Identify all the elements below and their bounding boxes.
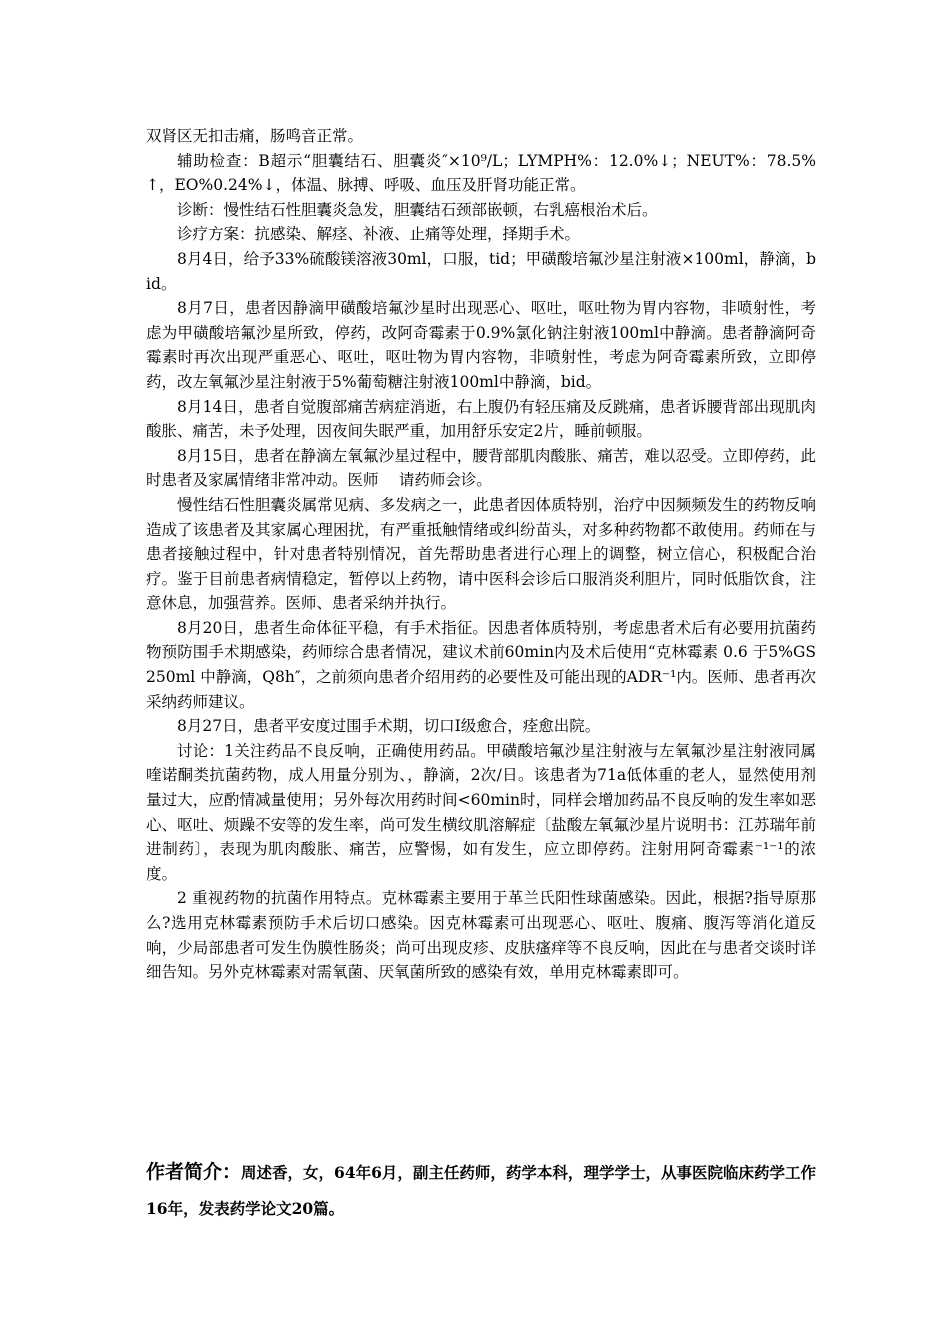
paragraph-pharmacist-intervention: 慢性结石性胆囊炎属常见病、多发病之一，此患者因体质特别，治疗中因频频发生的药物反响造成了该患者及其家属心理困扰，有严重抵触情绪或纠纷苗头，对多种药物都不敢使用。药师在与患者接触过程中，针对患者特别情况，首先帮助患者进行心理上的调整，树立信心，积极配合治疗。鉴于目前患者病情稳定，暂停以上药物，请中医科会诊后口服消炎利胆片，同时低脂饮食，注意休息，加强营养。医师、患者采纳并执行。 — [146, 495, 816, 613]
paragraph-aug-15: 8月15日，患者在静滴左氧氟沙星过程中，腰背部肌肉酸胀、痛苦，难以忍受。立即停药，此时患者及家属情绪非常冲动。医师 请药师会诊。 — [146, 446, 816, 490]
paragraph-aug-7: 8月7日，患者因静滴甲磺酸培氟沙星时出现恶心、呕吐，呕吐物为胃内容物，非喷射性，考虑为甲磺酸培氟沙星所致，停药，改阿奇霉素于0.9%氯化钠注射液100ml中静滴。患者静滴阿奇霉素时再次出现严重恶心、呕吐，呕吐物为胃内容物，非喷射性，考虑为阿奇霉素所致，立即停药，改左氧氟沙星注射液于5%葡萄糖注射液100ml中静滴，bid。 — [146, 299, 816, 391]
paragraph-discussion-2: 2 重视药物的抗菌作用特点。克林霉素主要用于革兰氏阳性球菌感染。因此，根据?指导原那么?选用克林霉素预防手术后切口感染。因克林霉素可出现恶心、呕吐、腹痛、腹泻等消化道反响，少局部患者可发生伪膜性肠炎；尚可出现皮疹、皮肤瘙痒等不良反响，因此在与患者交谈时详细告知。另外克林霉素对需氧菌、厌氧菌所致的感染有效，单用克林霉素即可。 — [146, 889, 816, 982]
paragraph-exam-findings: 双肾区无扣击痛，肠鸣音正常。 — [146, 127, 364, 145]
document-body — [146, 124, 816, 985]
paragraph-aug-4: 8月4日，给予33%硫酸镁溶液30ml，口服，tid；甲磺酸培氟沙星注射液×100ml，静滴，bid。 — [146, 249, 816, 293]
paragraph-aug-27: 8月27日，患者平安度过围手术期，切口Ⅰ级愈合，痊愈出院。 — [177, 717, 601, 736]
paragraph-treatment-plan: 诊疗方案：抗感染、解痉、补液、止痛等处理，择期手术。 — [177, 225, 581, 244]
paragraph-aug-14: 8月14日，患者自觉腹部痛苦病症消逝，右上腹仍有轻压痛及反跳痛，患者诉腰背部出现肌肉酸胀、痛苦，未予处理，因夜间失眠严重，加用舒乐安定2片，睡前顿服。 — [146, 397, 816, 441]
paragraph-diagnosis: 诊断：慢性结石性胆囊炎急发，胆囊结石颈部嵌顿，右乳癌根治术后。 — [177, 200, 658, 219]
paragraph-discussion-1: 讨论：1关注药品不良反响，正确使用药品。甲磺酸培氟沙星注射液与左氧氟沙星注射液同属喹诺酮类抗菌药物，成人用量分别为、，静滴，2次/日。该患者为71a低体重的老人，显然使用剂量过大，应酌情减量使用；另外每次用药时间<60min时，同样会增加药品不良反响的发生率如恶心、呕吐、烦躁不安等的发生率，尚可发生横纹肌溶解症〔盐酸左氧氟沙星片说明书：江苏瑞年前进制药〕，表现为肌肉酸胀、痛苦，应警惕，如有发生，应立即停药。注射用阿奇霉素⁻¹⁻¹的浓度。 — [146, 741, 816, 883]
paragraph-aug-20: 8月20日，患者生命体征平稳，有手术指征。因患者体质特别，考虑患者术后有必要用抗菌药物预防围手术期感染，药师综合患者情况，建议术前60min内及术后使用“克林霉素 0.6 于5%GS250ml 中静滴，Q8h″，之前须向患者介绍用药的必要性及可能出现的ADR⁻¹内。医师、患者再次采纳药师建议。 — [146, 618, 816, 711]
author-bio-heading: 作者简介： — [146, 1161, 242, 1183]
author-bio — [146, 1154, 816, 1227]
paragraph-auxiliary-exam: 辅助检查：B超示“胆囊结石、胆囊炎″×10⁹/L；LYMPH%：12.0%↓；NEUT%：78.5%↑，EO%0.24%↓，体温、脉搏、呼吸、血压及肝肾功能正常。 — [146, 151, 816, 195]
author-bio-text: 周述香，女，64年6月，副主任药师，药学本科，理学学士，从事医院临床药学工作16年，发表药学论文20篇。 — [146, 1163, 816, 1218]
